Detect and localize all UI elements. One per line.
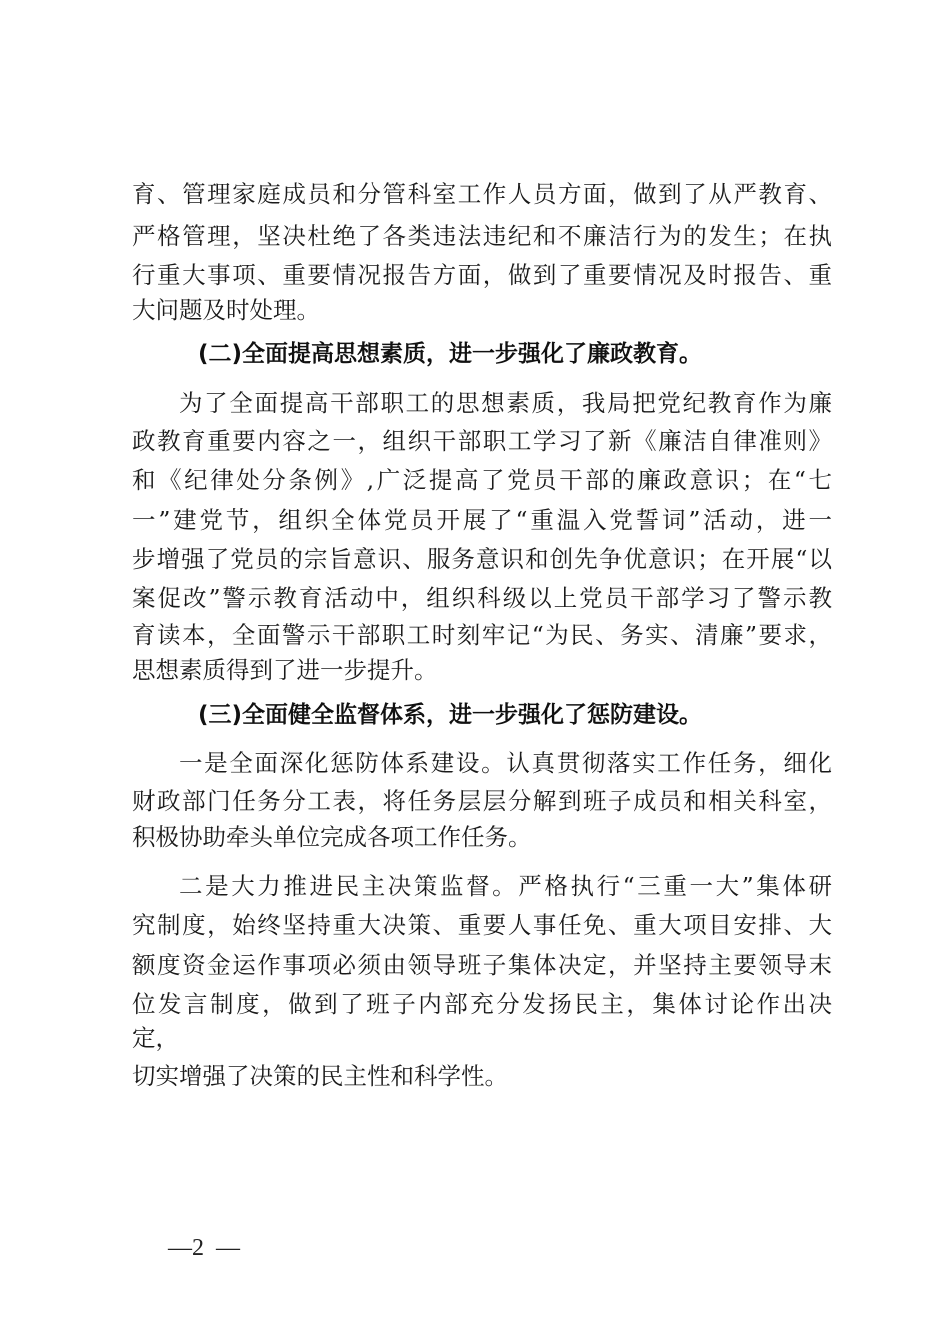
text-line: 究制度，始终坚持重大决策、重要人事任免、重大项目安排、大 <box>132 911 832 939</box>
text-line: 积极协助牵头单位完成各项工作任务。 <box>132 823 532 851</box>
text-line: 严格管理，坚决杜绝了各类违法违纪和不廉洁行为的发生；在执 <box>132 222 832 250</box>
text-line: 额度资金运作事项必须由领导班子集体决定，并坚持主要领导末 <box>132 951 832 979</box>
text-line: 步增强了党员的宗旨意识、服务意识和创先争优意识；在开展“以 <box>132 545 832 573</box>
text-line: 二是大力推进民主决策监督。严格执行“三重一大”集体研 <box>179 872 832 900</box>
section-heading-2: (二)全面提高思想素质，进一步强化了廉政教育。 <box>198 341 703 367</box>
page-number: —2 — <box>168 1235 240 1261</box>
text-line: 一是全面深化惩防体系建设。认真贯彻落实工作任务，细化 <box>179 749 832 777</box>
text-line: 政教育重要内容之一，组织干部职工学习了新《廉洁自律准则》 <box>132 427 832 455</box>
text-line: 切实增强了决策的民主性和科学性。 <box>132 1062 508 1090</box>
text-line: 行重大事项、重要情况报告方面，做到了重要情况及时报告、重 <box>132 261 832 289</box>
section-heading-3: (三)全面健全监督体系，进一步强化了惩防建设。 <box>198 702 703 728</box>
text-line: 财政部门任务分工表，将任务层层分解到班子成员和相关科室， <box>132 787 832 815</box>
text-line: 一”建党节，组织全体党员开展了“重温入党誓词”活动，进一 <box>132 506 832 534</box>
text-line: 育读本，全面警示干部职工时刻牢记“为民、务实、清廉”要求， <box>132 621 832 649</box>
text-line: 位发言制度，做到了班子内部充分发扬民主，集体讨论作出决 <box>132 990 832 1018</box>
text-line: 大问题及时处理。 <box>132 296 320 324</box>
text-line: 为了全面提高干部职工的思想素质，我局把党纪教育作为廉 <box>179 389 832 417</box>
text-line: 思想素质得到了进一步提升。 <box>132 656 438 684</box>
text-line: 案促改”警示教育活动中，组织科级以上党员干部学习了警示教 <box>132 584 832 612</box>
text-line: 育、管理家庭成员和分管科室工作人员方面，做到了从严教育、 <box>132 180 832 208</box>
text-line: 定， <box>132 1024 179 1052</box>
text-line: 和《纪律处分条例》,广泛提高了党员干部的廉政意识；在“七 <box>132 466 832 494</box>
